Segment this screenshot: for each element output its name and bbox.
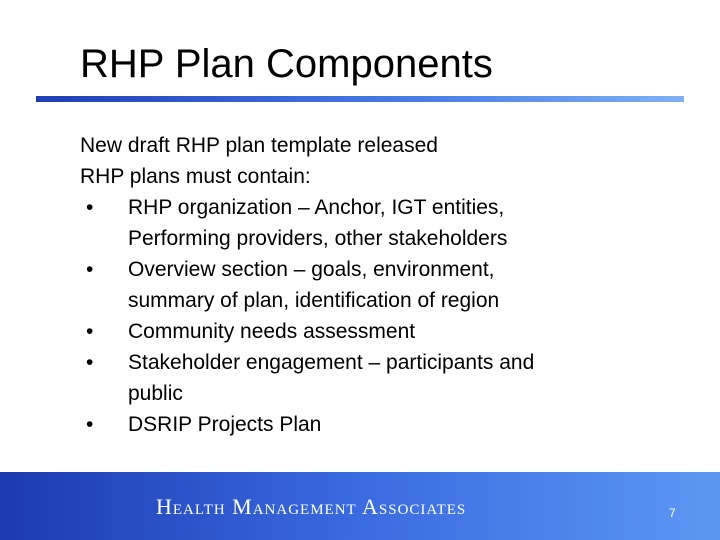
bullet-icon: •	[86, 413, 94, 436]
bullet-item	[80, 192, 700, 254]
bullet-text: Stakeholder engagement – participants and	[128, 351, 535, 374]
bullet-text: summary of plan, identification of region	[128, 289, 500, 312]
bullet-text: Overview section – goals, environment,	[128, 258, 495, 281]
title-underline-rule	[36, 96, 684, 102]
slide-body	[80, 130, 700, 440]
bullet-text: Community needs assessment	[128, 320, 416, 343]
bullet-item	[80, 409, 700, 440]
bullet-icon: •	[86, 196, 94, 219]
bullet-text: DSRIP Projects Plan	[128, 413, 322, 436]
slide-title: RHP Plan Components	[80, 42, 493, 86]
footer-band	[0, 472, 720, 540]
bullet-text: RHP organization – Anchor, IGT entities,	[128, 196, 505, 219]
bullet-icon: •	[86, 351, 94, 374]
bullet-icon: •	[86, 258, 94, 281]
bullet-text: Performing providers, other stakeholders	[128, 227, 508, 250]
bullet-item	[80, 254, 700, 316]
bullet-text: public	[128, 382, 183, 405]
footer-brand-logo-text: Health Management Associates	[156, 494, 467, 519]
bullet-item	[80, 316, 700, 347]
page-number: 7	[669, 506, 676, 520]
bullet-item	[80, 347, 700, 409]
intro-line: RHP plans must contain:	[80, 165, 311, 188]
intro-line: New draft RHP plan template released	[80, 134, 438, 157]
bullet-icon: •	[86, 320, 94, 343]
